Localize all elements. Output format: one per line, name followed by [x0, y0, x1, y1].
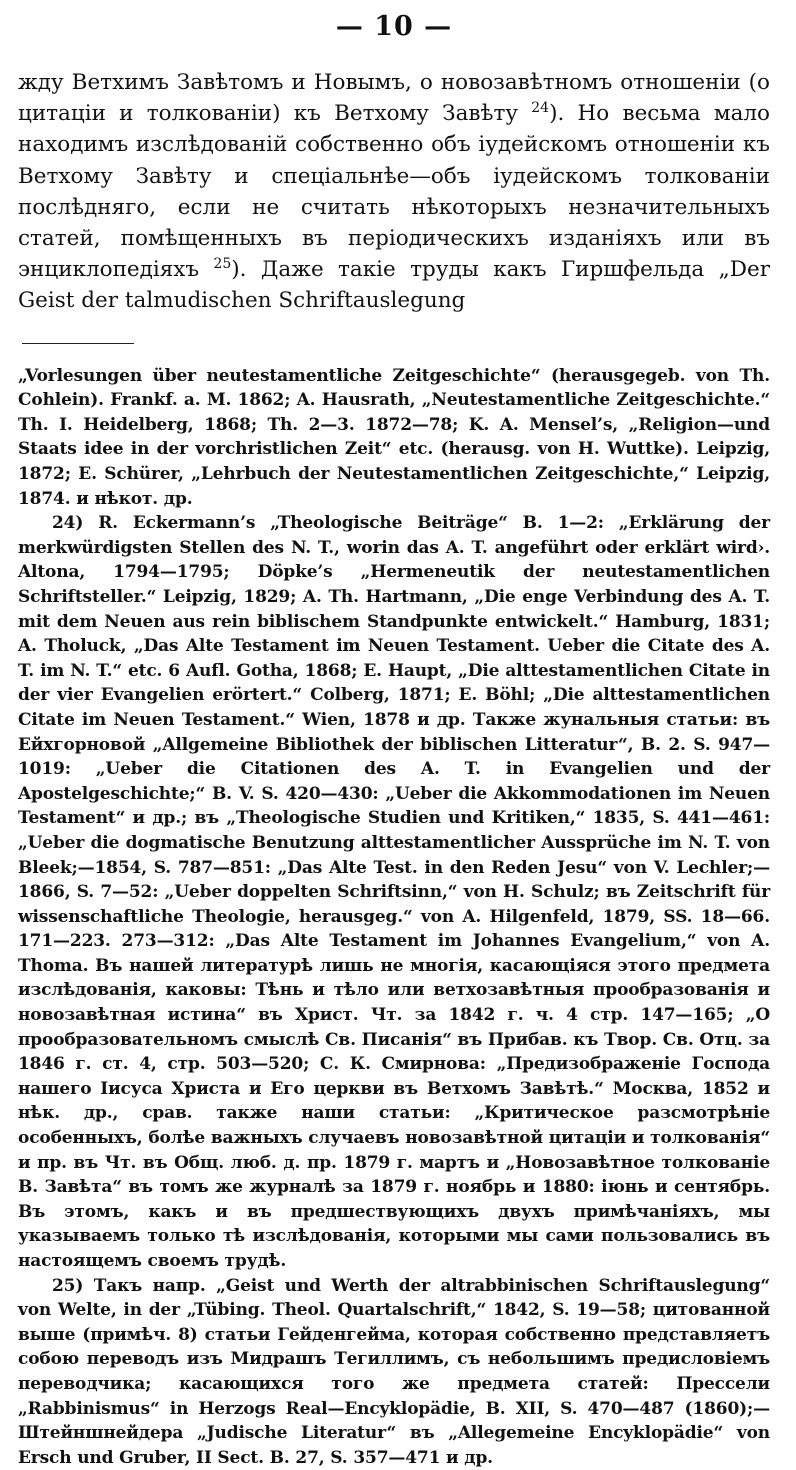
page-number: — 10 — [335, 10, 453, 42]
footnote-25-text: Такъ напр. „Geist und Werth der altrabbinischen Schriftauslegung“ von Welte, in der „Tübing. Theol. Quartalschrift,“ 1842, S. 19—58; цитованной выше (примѣч. 8) статьи Гейденгейма, которая собственно представляетъ собою переводъ изъ Мидрашъ Тегиллимъ, съ небольшимъ предисловіемъ переводчика; касающихся того же предмета статей: Прессели „Rabbinismus“ in Herzogs Real—Encyklopädie, B. XII, S. 470—487 (1860);—Штейншнейдера „Judische Literatur“ въ „Allegemeine Encyklopädie“ von Ersch und Gruber, II Sect. B. 27, S. 357—471 и др. [18, 1275, 770, 1468]
footnote-continuation: „Vorlesungen über neutestamentliche Zeitgeschichte“ (herausgegeb. von Th. Cohlein). Frankf. a. M. 1862; A. Hausrath, „Neutestamentliche Zeitgeschichte.“ Th. I. Heidelberg, 1868; Th. 2—3. 1872—78; K. A. Mensel’s, „Religion—und Staats idee in der vorchristlichen Zeit“ etc. (herausg. von H. Wuttke). Leipzig, 1872; E. Schürer, „Lehrbuch der Neutestamentlichen Zeitgeschichte,“ Leipzig, 1874. и нѣкот. др. [18, 365, 770, 509]
footnote-25 [18, 1274, 770, 1470]
main-text-part-2: ). Но весьма мало находимъ изслѣдованій собственно объ іудейскомъ отношеніи къ Ветхому Завѣту и спеціальнѣе—объ іудейскомъ толкованіи послѣдняго, если не считать нѣкоторыхъ незначительныхъ статей, помѣщенныхъ въ періодическихъ изданіяхъ или въ энциклопедіяхъ [18, 101, 770, 283]
main-text-part-1: жду Ветхимъ Завѣтомъ и Новымъ, о новозавѣтномъ отношеніи (о цитаціи и толкованіи) къ Ветхому Завѣту [18, 70, 770, 127]
footnote-ref-25: 25 [213, 256, 232, 273]
main-text-part-3: ). Даже такіе труды какъ Гиршфельда „Der Geist der talmudischen Schriftauslegung [18, 257, 770, 314]
main-paragraph [18, 67, 770, 317]
main-text [18, 67, 770, 317]
footnote-25-label: 25) [52, 1275, 84, 1296]
footnote-divider [22, 343, 134, 344]
footnotes [18, 364, 770, 1470]
footnote-ref-24: 24 [531, 100, 550, 117]
footnote-24-label: 24) [52, 513, 84, 534]
footnote-24-text: R. Eckermann’s „Theologische Beiträge“ B. 1—2: „Erklärung der merkwürdigsten Stellen des N. T., worin das A. T. angeführt oder erklärt wird›. Altona, 1794—1795; Döpke’s „Hermeneutik der neutestamentlichen Schriftsteller.“ Leipzig, 1829; A. Th. Hartmann, „Die enge Verbindung des A. T. mit dem Neuen aus rein biblischem Standpunkte entwickelt.“ Hamburg, 1831; A. Tholuck, „Das Alte Testament im Neuen Testament. Ueber die Citate des A. T. im N. T.“ etc. 6 Aufl. Gotha, 1868; E. Haupt, „Die alttestamentlichen Citate in der vier Evangelien erörtert.“ Colberg, 1871; E. Böhl; „Die alttestamentlichen Citate im Neuen Testament.“ Wien, 1878 и др. Также жунальныя статьи: въ Ейхгорновой „Allgemeine Bibliothek der biblischen Litteratur“, B. 2. S. 947—1019: „Ueber die Citationen des A. T. in Evangelien und der Apostelgeschichte;“ B. V. S. 420—430: „Ueber die Akkommodationen im Neuen Testament“ и др.; въ „Theologische Studien und Kritiken,“ 1835, S. 441—461: „Ueber die dogmatische Benutzung alttestamentlicher Aussprüche im N. T. von Bleek;—1854, S. 787—851: „Das Alte Test. in den Reden Jesu“ von V. Lechler;—1866, S. 7—52: „Ueber doppelten Schriftsinn,“ von H. Schulz; въ Zeitschrift für wissenschaftliche Theologie, herausgeg.“ von A. Hilgenfeld, 1879, SS. 18—66. 171—223. 273—312: „Das Alte Testament im Johannes Evangelium,“ von A. Thoma. Въ нашей литературѣ лишь не многія, касающіяся этого предмета изслѣдованія, каковы: Тѣнь и тѣло или ветхозавѣтныя прообразованія и новозавѣтная истина“ въ Христ. Чт. за 1842 г. ч. 4 стр. 147—165; „О прообразовательномъ смыслѣ Св. Писанія“ въ Прибав. къ Твор. Св. Отц. за 1846 г. ст. 4, стр. 503—520; С. К. Смирнова: „Предизображеніе Господа нашего Іисуса Христа и Его церкви въ Ветхомъ Завѣтѣ.“ Москва, 1852 и нѣк. др., срав. также наши статьи: „Критическое разсмотрѣніе особенныхъ, болѣе важныхъ случаевъ новозавѣтной цитаціи и толкованія“ и пр. въ Чт. въ Общ. люб. д. пр. 1879 г. мартъ и „Новозавѣтное толкованіе В. Завѣта“ въ томъ же журналѣ за 1879 г. ноябрь и 1880: іюнь и сентябрь. Въ этомъ, какъ и въ предшествующихъ двухъ примѣчаніяхъ, мы указываемъ только тѣ изслѣдованія, которыми мы сами пользовались въ настоящемъ своемъ трудѣ. [18, 513, 770, 1271]
footnote-24 [18, 511, 770, 1273]
